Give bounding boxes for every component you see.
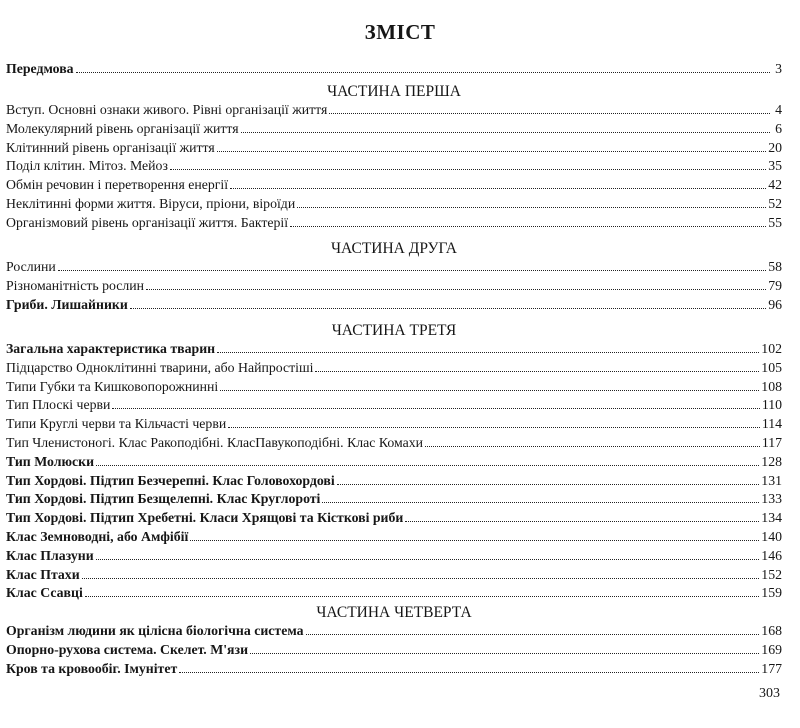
entry-title: Гриби. Лишайники	[6, 296, 128, 312]
entry-title: Передмова	[6, 61, 74, 76]
toc-entry	[6, 453, 782, 472]
entry-page: 169	[761, 641, 782, 657]
entry-title: Типи Круглі черви та Кільчасті черви	[6, 416, 227, 432]
toc-entry	[6, 472, 782, 491]
toc-entry	[6, 378, 782, 397]
entry-page: 128	[761, 453, 782, 469]
entry-title: Неклітинні форми життя. Віруси, пріони, віроїди	[6, 195, 296, 211]
leader-dots	[228, 415, 760, 428]
leader-dots	[96, 453, 759, 466]
toc-entry	[6, 622, 782, 641]
entry-title: Опорно-рухова система. Скелет. М'язи	[6, 641, 249, 657]
leader-dots	[190, 528, 759, 541]
entry-title: Організмовий рівень організації життя. Бактерії	[6, 214, 289, 230]
toc-entry	[6, 176, 782, 195]
leader-dots	[290, 214, 766, 227]
entry-page: 117	[761, 434, 782, 450]
toc-entry	[6, 509, 782, 528]
leader-dots	[217, 340, 759, 353]
toc-part-1	[6, 83, 782, 233]
entry-title: Тип Членистоногі. Клас Ракоподібні. КласПавукоподібні. Клас Комахи	[6, 434, 424, 450]
entry-title: Кров та кровообіг. Імунітет	[6, 660, 178, 676]
entry-page: 114	[761, 416, 782, 432]
leader-dots	[112, 396, 759, 409]
leader-dots	[297, 195, 766, 208]
entry-title: Поділ клітин. Мітоз. Мейоз	[6, 158, 168, 174]
entry-page: 35	[768, 158, 782, 174]
entry-page: 3	[775, 61, 782, 76]
leader-dots	[96, 547, 760, 560]
entry-page: 140	[761, 528, 782, 544]
toc-entry	[6, 490, 782, 509]
part-heading: ЧАСТИНА ПЕРША	[327, 83, 461, 100]
entry-page: 4	[775, 102, 782, 117]
entry-page: 110	[761, 397, 782, 413]
entry-title: Різноманітність рослин	[6, 277, 145, 293]
leader-dots	[337, 472, 760, 485]
leader-dots	[130, 296, 766, 309]
entry-title: Клас Птахи	[6, 566, 80, 582]
entry-title: Вступ. Основні ознаки живого. Рівні організації життя	[6, 102, 328, 117]
toc-entry	[6, 566, 782, 585]
leader-dots	[250, 641, 759, 654]
toc-entry	[6, 195, 782, 214]
entry-title: Обмін речовин і перетворення енергії	[6, 177, 229, 193]
toc-entry	[6, 359, 782, 378]
toc-entry	[6, 101, 782, 120]
entry-page: 58	[768, 259, 782, 274]
entry-page: 131	[761, 472, 782, 488]
leader-dots	[217, 139, 766, 152]
entry-page: 146	[761, 547, 782, 563]
page-number: 303	[759, 686, 780, 701]
entry-page: 52	[768, 195, 782, 211]
entry-title: Тип Молюски	[6, 453, 95, 469]
leader-dots	[315, 359, 759, 372]
toc-entry	[6, 547, 782, 566]
toc-entry	[6, 214, 782, 233]
toc-entry	[6, 396, 782, 415]
entry-page: 102	[761, 341, 782, 356]
leader-dots	[220, 378, 759, 391]
toc-entry-preface	[6, 60, 782, 79]
page-title: ЗМІСТ	[364, 20, 436, 44]
entry-page: 79	[768, 277, 782, 293]
leader-dots	[405, 509, 759, 522]
leader-dots	[329, 101, 770, 114]
entry-title: Клас Плазуни	[6, 547, 94, 563]
leader-dots	[230, 176, 766, 189]
entry-title: Клас Ссавці	[6, 585, 83, 601]
leader-dots	[82, 566, 760, 579]
entry-title: Загальна характеристика тварин	[6, 341, 216, 356]
entry-page: 20	[768, 139, 782, 155]
entry-page: 168	[761, 623, 782, 638]
leader-dots	[306, 622, 760, 635]
leader-dots	[146, 277, 766, 290]
entry-page: 105	[761, 359, 782, 375]
toc-entry	[6, 415, 782, 434]
toc-entry	[6, 296, 782, 315]
leader-dots	[425, 434, 760, 447]
entry-title: Тип Плоскі черви	[6, 397, 111, 413]
entry-title: Тип Хордові. Підтип Безщелепні. Клас Круглороті	[6, 491, 321, 507]
toc-entry	[6, 120, 782, 139]
entry-page: 177	[761, 660, 782, 676]
toc-entry	[6, 258, 782, 277]
part-heading: ЧАСТИНА ЧЕТВЕРТА	[316, 604, 472, 621]
entry-title: Клітинний рівень організації життя	[6, 139, 215, 155]
toc-entry	[6, 340, 782, 359]
entry-page: 96	[768, 296, 782, 312]
toc-entry	[6, 139, 782, 158]
toc-part-4	[6, 604, 782, 678]
entry-title: Молекулярний рівень організації життя	[6, 120, 239, 136]
toc-part-3	[6, 322, 782, 603]
leader-dots	[241, 120, 770, 133]
toc-entry	[6, 641, 782, 660]
entry-page: 55	[768, 214, 782, 230]
part-heading: ЧАСТИНА ДРУГА	[330, 240, 457, 257]
entry-title: Організм людини як цілісна біологічна система	[6, 623, 304, 638]
entry-page: 42	[768, 177, 782, 193]
entry-title: Типи Губки та Кишковопорожнинні	[6, 378, 219, 394]
entry-page: 6	[775, 120, 782, 136]
leader-dots	[85, 584, 760, 597]
entry-title: Рослини	[6, 259, 56, 274]
toc-entry	[6, 584, 782, 603]
leader-dots	[170, 157, 766, 170]
entry-page: 134	[761, 510, 782, 526]
toc-entry	[6, 660, 782, 679]
entry-title: Клас Земноводні, або Амфібії	[6, 528, 189, 544]
entry-page: 152	[761, 566, 782, 582]
toc-part-2	[6, 240, 782, 314]
leader-dots	[322, 490, 759, 503]
leader-dots	[58, 258, 766, 271]
entry-page: 159	[761, 585, 782, 601]
entry-title: Тип Хордові. Підтип Хребетні. Класи Хрящові та Кісткові риби	[6, 510, 404, 526]
toc-entry	[6, 277, 782, 296]
leader-dots	[76, 60, 770, 73]
toc-entry	[6, 434, 782, 453]
entry-title: Тип Хордові. Підтип Безчерепні. Клас Головохордові	[6, 472, 335, 488]
entry-title: Підцарство Одноклітинні тварини, або Найпростіші	[6, 359, 314, 375]
toc-preface	[6, 60, 782, 79]
part-heading: ЧАСТИНА ТРЕТЯ	[331, 322, 457, 339]
leader-dots	[179, 660, 759, 673]
entry-page: 108	[761, 378, 782, 394]
entry-page: 133	[761, 491, 782, 507]
toc-entry	[6, 157, 782, 176]
toc-entry	[6, 528, 782, 547]
